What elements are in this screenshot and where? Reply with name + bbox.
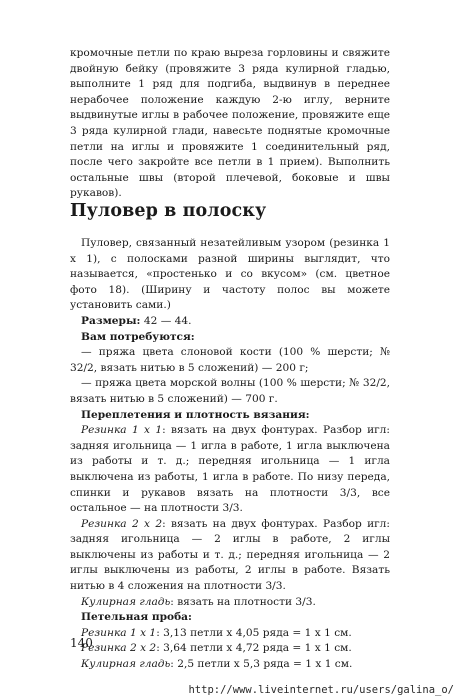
swatch-2-text: : 3,64 петли х 4,72 ряда = 1 х 1 см. (156, 642, 352, 655)
rib1-text: : вязать на двух фонтурах. Разбор игл: задняя игольница — 1 игла в работе, 1 игла выключена из работы и т. д.; передняя игольница — 1 игла выключена из работы, 1 игла в работе. По низу переда, спинки и рукавов вязать на плотности 3/3, все остальное — на плотности 3/3. (70, 424, 390, 515)
material-item-1: — пряжа цвета слоновой кости (100 % шерсти; № 32/2, вязать нитью в 5 сложений) — 200 г; (70, 346, 390, 374)
swatch-line-2 (70, 641, 390, 657)
stockinette-name: Кулирная гладь (81, 595, 171, 608)
stockinette-line (70, 595, 390, 611)
sizes-label: Размеры: (81, 314, 141, 327)
swatch-1-name: Резинка 1 х 1 (81, 626, 157, 639)
rib1-name: Резинка 1 х 1 (81, 424, 163, 437)
swatch-3-text: : 2,5 петли х 5,3 ряда = 1 х 1 см. (170, 658, 353, 671)
page-number: 140 (70, 636, 93, 650)
materials-label: Вам потребуются: (81, 330, 195, 343)
section-title: Пуловер в полоску (70, 201, 267, 221)
weaves-label: Переплетения и плотность вязания: (81, 408, 310, 421)
swatch-2-name: Резинка 2 х 2 (81, 642, 157, 655)
rib2-name: Резинка 2 х 2 (81, 517, 163, 530)
swatch-3-name: Кулирная гладь (81, 658, 171, 671)
swatch-line-1 (70, 626, 390, 642)
swatch-line-3 (70, 657, 390, 673)
swatch-label: Петельная проба: (81, 611, 192, 624)
rib1-paragraph (70, 423, 390, 517)
pattern-body (70, 236, 390, 673)
description-paragraph: Пуловер, связанный незатейливым узором (резинка 1 х 1), с полосками разной ширины выглядит, что называется, «простенько и со вкусом» (см. цветное фото 18). (Ширину и частоту полос вы можете установить сами.) (70, 237, 390, 312)
sizes-line (70, 314, 390, 330)
material-item-2: — пряжа цвета морской волны (100 % шерсти; № 32/2, вязать нитью в 5 сложений) — 700 г. (70, 377, 390, 405)
sizes-value: 42 — 44. (143, 314, 192, 327)
stockinette-text: : вязать на плотности 3/3. (170, 595, 316, 608)
rib2-text: : вязать на двух фонтурах. Разбор игл: задняя игольница — 2 иглы в работе, 2 иглы выключены из работы и т. д.; передняя игольница — 2 иглы выключены из работы, 2 иглы в работе. Вязать нитью в 4 сложения на плотности 3/3. (70, 517, 390, 593)
watermark-url: http://www.liveinternet.ru/users/galina_o/ (188, 684, 454, 696)
intro-paragraph: кромочные петли по краю выреза горловины и свяжите двойную бейку (провяжите 3 ряда кулирной гладью, выполните 1 ряд для подгиба, выдвинув в переднее нерабочее положение каждую 2-ю иглу, верните выдвинутые иглы в рабочее положение, провяжите еще 3 ряда кулирной глади, навесьте поднятые кромочные петли на иглы и провяжите 1 соединительный ряд, после чего закройте все петли в 1 прием). Выполнить остальные швы (второй плечевой, боковые и швы рукавов). (70, 47, 390, 200)
rib2-paragraph (70, 517, 390, 595)
swatch-1-text: : 3,13 петли х 4,05 ряда = 1 х 1 см. (156, 626, 352, 639)
